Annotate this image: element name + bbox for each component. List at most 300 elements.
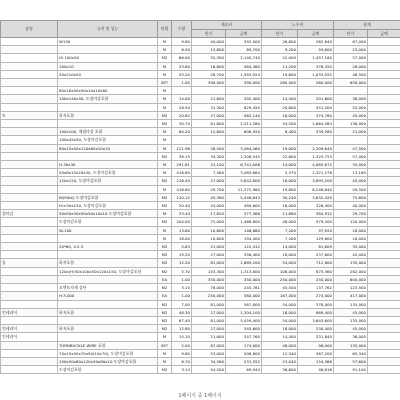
cell-qty: 67.40 [172,316,192,324]
cell-unit: M2 [158,366,172,374]
cell-material-amount: 5,448,643 [226,193,262,201]
cell-total-amount [368,38,400,46]
cell-material-amount: 174,000 [226,341,262,349]
header-labor-unit-price: 단가 [262,30,298,38]
cell-qty: 7.00 [172,300,192,308]
cell-unit: M2 [158,218,172,226]
cell-qty: 216.40 [172,177,192,185]
cell-labor-unit-price: 14,000 [262,243,298,251]
cell-unit: M2 [158,300,172,308]
cell-material-unit-price: 27,000 [192,177,226,185]
cell-unit: M [158,226,172,234]
table-row [1,267,400,275]
cell-labor-amount: 231,840 [298,333,334,341]
cell-material-amount: 1,583,924 [226,70,262,78]
cell-total-amount [368,333,400,341]
cell-material-unit-price: 81,000 [192,259,226,267]
cell-total-unit-price: 67,000 [334,38,368,46]
cell-unit: M [158,38,172,46]
cell-unit: M [158,136,172,144]
cell-total-unit-price: 57,600 [334,357,368,365]
cell-spec: 120x(H)50x100x50x120x150, 도장마감포함 [58,267,158,275]
cell-name [1,251,58,259]
cell-labor-unit-price: 22,800 [262,152,298,160]
cell-labor-unit-price: 7,200 [262,234,298,242]
cell-name [1,87,58,95]
cell-material-unit-price: 81,000 [192,300,226,308]
cell-labor-unit-price: 7,200 [262,226,298,234]
cell-spec [58,120,158,128]
cell-total-unit-price: 120,000 [334,218,368,226]
cell-name [1,275,58,283]
cell-material-amount: 350,000 [226,275,262,283]
cell-material-unit-price: 10,800 [192,234,226,242]
cell-qty: 416.80 [172,169,192,177]
cell-total-amount [368,169,400,177]
cell-total-unit-price: 135,000 [334,341,368,349]
cell-spec [58,234,158,242]
cell-labor-amount: 367,200 [298,349,334,357]
cell-name [1,357,58,365]
header-labor: 노무비 [262,21,334,30]
table-row [1,234,400,242]
cell-total-amount [368,251,400,259]
cell-material-unit-price: 28,700 [192,70,226,78]
cell-total-amount [368,226,400,234]
cell-total-unit-price: 45,000 [334,111,368,119]
cell-labor-unit-price: 14,400 [262,95,298,103]
cell-total-unit-price: 65,340 [334,349,368,357]
cell-name [1,161,58,169]
header-material-unit-price: 단가 [192,30,226,38]
cell-labor-amount: 3,632,429 [298,193,334,201]
cell-labor-amount: 3,895,200 [298,177,334,185]
cell-qty: 55.20 [172,70,192,78]
cell-unit: M [158,46,172,54]
cell-unit: M [158,333,172,341]
cell-material-unit-price: 10,800 [192,226,226,234]
cell-total-unit-price: 123,500 [334,284,368,292]
cell-material-amount: 2,140,740 [226,54,262,62]
cell-name [1,128,58,136]
cell-total-amount [368,46,400,54]
table-row [1,251,400,259]
cell-total-amount [368,267,400,275]
cell-total-amount [368,95,400,103]
cell-name [1,202,58,210]
cell-material-unit-price: 21,000 [192,243,226,251]
cell-total-unit-price: 29,700 [334,210,368,218]
cell-labor-amount [298,136,334,144]
cell-unit: M [158,234,172,242]
cell-material-unit-price: 32,300 [192,54,226,62]
cell-name [1,103,58,111]
cell-qty: 5.70 [172,267,192,275]
table-row [1,357,400,365]
table-row [1,300,400,308]
cell-material-unit-price: 87,000 [192,341,226,349]
cell-qty: 12.20 [172,259,192,267]
cell-spec: 하지포함 [58,325,158,333]
cell-labor-unit-price: 30,240 [262,193,298,201]
cell-spec: 50x8x15x20x30, 도장마감포함 [58,169,158,177]
cell-qty: 120.12 [172,193,192,201]
cell-qty: 18.00 [172,234,192,242]
cell-name [1,62,58,70]
cell-qty: 19.20 [172,251,192,259]
cell-labor-unit-price: 167,000 [262,292,298,300]
cell-labor-amount: 2,309,640 [298,144,334,152]
cell-labor-amount: 1,664,584 [298,120,334,128]
cell-labor-unit-price: 18,000 [262,251,298,259]
cell-total-amount [368,243,400,251]
cell-material-amount: 245,781 [226,284,262,292]
cell-unit: M2 [158,152,172,160]
cell-unit: M2 [158,177,172,185]
cell-material-unit-price: 27,000 [192,308,226,316]
cell-material-amount: 580,000 [226,292,262,300]
cell-material-amount: 390,000 [226,79,262,87]
cell-total-amount [368,128,400,136]
table-row [1,341,400,349]
cell-material-amount: 508,800 [226,349,262,357]
cell-material-amount: 2,511,260 [226,120,262,128]
cell-material-unit-price: 27,000 [192,251,226,259]
cell-material-unit-price [192,136,226,144]
header-total-unit-price: 단가 [334,30,368,38]
cell-labor-unit-price: 14,000 [262,161,298,169]
cell-material-unit-price: 40,000 [192,38,226,46]
table-row [1,185,400,193]
cell-spec: 도장마감포함 [58,366,158,374]
cell-labor-amount: 230,400 [298,325,334,333]
table-row [1,177,400,185]
cell-material-amount: 577,368 [226,210,262,218]
cell-total-unit-price: 28,000 [334,62,368,70]
table-row [1,210,400,218]
table-row [1,349,400,357]
cell-material-amount: 122,412 [226,243,262,251]
cell-total-amount [368,357,400,365]
table-row [1,111,400,119]
cell-labor-amount: 374,760 [298,111,334,119]
cell-qty: 48.30 [172,308,192,316]
cell-total-amount [368,308,400,316]
header-name: 품명 [1,21,58,38]
cell-name [1,349,58,357]
cell-qty: 33.60 [172,62,192,70]
cell-labor-unit-price: 54,000 [262,316,298,324]
cell-labor-amount: 1,457,160 [298,54,334,62]
cell-total-unit-price: 18,000 [334,234,368,242]
cell-total-amount [368,79,400,87]
cell-spec: 100x100, 매립마감 포함 [58,128,158,136]
cell-name [1,177,58,185]
cell-qty: 416.80 [172,185,192,193]
table-row [1,152,400,160]
cell-unit: SET [158,79,172,87]
cell-total-unit-price: 75,600 [334,193,368,201]
cell-unit: M [158,357,172,365]
cell-spec: 100x10 [58,62,158,70]
table-row [1,79,400,87]
cell-unit: M2 [158,259,172,267]
cell-material-unit-price: 45,360 [192,193,226,201]
cell-total-unit-price: 135,000 [334,316,368,324]
cell-unit: M2 [158,54,172,62]
cell-labor-amount [298,87,334,95]
cell-labor-unit-price: 36,600 [262,366,298,374]
cell-qty: 20.82 [172,111,192,119]
cell-qty: 204.00 [172,218,192,226]
cell-name [1,185,58,193]
cell-unit: M2 [158,120,172,128]
cell-labor-amount: 1,033,955 [298,70,334,78]
cell-spec: t5.100x50 [58,54,158,62]
cell-labor-unit-price: 250,000 [262,275,298,283]
cell-name: 틀 [1,259,58,267]
cell-labor-amount: 712,800 [298,259,334,267]
cell-spec: 80x18x50x50x10x10x80 [58,87,158,95]
cell-total-unit-price: 91,100 [334,366,368,374]
cell-labor-unit-price: 48,000 [262,218,298,226]
cell-labor-unit-price: 19,800 [262,185,298,193]
cell-total-amount [368,87,400,95]
cell-total-amount [368,161,400,169]
cell-spec: W-100 [58,226,158,234]
cell-spec: H:3,000 [58,292,158,300]
cell-material-amount: 5,842,800 [226,177,262,185]
cell-labor-amount: 201,600 [298,95,334,103]
cell-labor-amount: 875,560 [298,267,334,275]
table-row [1,144,400,152]
cell-name [1,284,58,292]
cell-material-unit-price: 29,700 [192,185,226,193]
cell-unit: M2 [158,284,172,292]
cell-name: 인테리어 [1,325,58,333]
cell-material-unit-price: 12,600 [192,128,226,136]
cell-name [1,292,58,300]
cell-labor-amount: 137,762 [298,284,334,292]
cell-total-unit-price: 35,000 [334,161,368,169]
cell-qty: 13.60 [172,226,192,234]
cell-total-unit-price: 40,000 [334,202,368,210]
cell-material-unit-price: 27,000 [192,325,226,333]
cell-name [1,366,58,374]
table-row [1,259,400,267]
cell-labor-amount: 46,616 [298,366,334,374]
cell-name [1,341,58,349]
cell-unit: EA [158,292,172,300]
cell-qty: 6.70 [172,357,192,365]
cell-total-unit-price: 135,000 [334,259,368,267]
cell-material-unit-price: 34,560 [192,357,226,365]
cell-spec [58,79,158,87]
cell-unit: M [158,103,172,111]
cell-spec [58,316,158,324]
cell-material-amount: 347,760 [226,333,262,341]
cell-name [1,300,58,308]
cell-name [1,193,58,201]
cell-labor-amount: 3,645,600 [298,316,334,324]
cell-total-unit-price: 48,500 [334,70,368,78]
cell-material-unit-price: 31,300 [192,103,226,111]
table-row [1,103,400,111]
cell-total-unit-price: 36,000 [334,333,368,341]
estimate-table [0,20,400,374]
cell-total-amount [368,193,400,201]
cell-name [1,226,58,234]
cell-labor-unit-price: 18,000 [262,325,298,333]
cell-name [1,267,58,275]
cell-unit: M2 [158,243,172,251]
header-labor-amount: 금액 [298,30,334,38]
cell-spec: W(MAX) 도장마감포함 [58,193,158,201]
cell-total-amount [368,62,400,70]
cell-labor-unit-price [262,136,298,144]
cell-total-unit-price: 35,000 [334,243,368,251]
cell-material-amount: 1,304,100 [226,308,262,316]
cell-spec: TURNBUCKLE WIRE 포함 [58,341,158,349]
cell-qty: 6.50 [172,46,192,54]
cell-labor-amount: 129,600 [298,234,334,242]
cell-spec: 도장마감포함 [58,218,158,226]
cell-material-unit-price: 21,600 [192,95,226,103]
cell-material-amount: 567,000 [226,300,262,308]
cell-labor-unit-price: 19,600 [262,70,298,78]
cell-labor-unit-price: 45,500 [262,284,298,292]
table-row [1,202,400,210]
cell-total-amount [368,177,400,185]
cell-total-amount [368,111,400,119]
cell-labor-amount: 81,609 [298,243,334,251]
cell-total-amount [368,136,400,144]
cell-total-unit-price [334,136,368,144]
cell-material-amount: 829,450 [226,103,262,111]
cell-labor-unit-price: 19,000 [262,144,298,152]
cell-unit: M [158,70,172,78]
cell-labor-unit-price: 11,880 [262,210,298,218]
cell-spec: 하지포함 [58,308,158,316]
cell-unit: M2 [158,308,172,316]
cell-total-amount [368,144,400,152]
cell-total-amount [368,185,400,193]
cell-spec: W150 [58,38,158,46]
cell-labor-amount: 326,400 [298,202,334,210]
cell-material-amount: 89,700 [226,46,262,54]
cell-labor-unit-price: 54,000 [262,259,298,267]
cell-labor-unit-price: 5,570 [262,169,298,177]
cell-labor-amount: 869,400 [298,308,334,316]
cell-spec [58,103,158,111]
cell-qty: 5.83 [172,243,192,251]
cell-material-amount: 231,552 [226,357,262,365]
cell-labor-unit-price: 48,000 [262,341,298,349]
cell-labor-unit-price: 12,340 [262,349,298,357]
table-row [1,54,400,62]
cell-labor-unit-price: 14,400 [262,333,298,341]
cell-total-unit-price: 57,000 [334,54,368,62]
cell-total-amount [368,300,400,308]
cell-total-unit-price: 47,500 [334,144,368,152]
cell-material-unit-price: 7,560 [192,169,226,177]
cell-material-unit-price: 34,300 [192,152,226,160]
cell-qty: 15.10 [172,333,192,341]
table-row [1,38,400,46]
cell-name [1,243,58,251]
table-row [1,70,400,78]
cell-unit: M2 [158,111,172,119]
table-row [1,308,400,316]
cell-total-amount [368,54,400,62]
cell-spec: 50x210x50 [58,70,158,78]
cell-labor-amount: 96,000 [298,341,334,349]
cell-unit: M [158,62,172,70]
cell-labor-amount: 376,320 [298,62,334,70]
cell-total-unit-price: 23,000 [334,46,368,54]
cell-spec: 100x140x50, 도장마감포함 [58,95,158,103]
cell-material-unit-price: 23,100 [192,161,226,169]
cell-material-unit-price: 350,000 [192,275,226,283]
cell-labor-unit-price: 16,000 [262,202,298,210]
cell-labor-unit-price: 23,040 [262,357,298,365]
cell-unit: M [158,169,172,177]
cell-labor-unit-price: 108,000 [262,267,298,275]
table-row [1,284,400,292]
cell-material-amount: 489,600 [226,202,262,210]
cell-spec: 50x50x30x50x50x10x10 도장마감포함 [58,210,158,218]
cell-labor-amount: 262,640 [298,38,334,46]
table-row [1,275,400,283]
cell-unit: M2 [158,202,172,210]
cell-total-amount [368,70,400,78]
cell-material-amount: 12,372,960 [226,185,262,193]
cell-total-unit-price: 136,000 [334,120,368,128]
cell-total-amount [368,120,400,128]
cell-spec: 하지포함 [58,259,158,267]
cell-name [1,46,58,54]
cell-material-amount: 302,400 [226,95,262,103]
table-row [1,120,400,128]
cell-material-amount: 356,400 [226,251,262,259]
cell-name [1,38,58,46]
cell-material-unit-price: 21,600 [192,333,226,341]
cell-material-unit-price: 250,000 [192,292,226,300]
cell-total-unit-price: 18,000 [334,226,368,234]
cell-spec [58,300,158,308]
cell-labor-amount: 59,800 [298,46,334,54]
cell-labor-amount: 274,000 [298,292,334,300]
cell-name [1,144,58,152]
cell-spec [58,251,158,259]
cell-total-amount [368,316,400,324]
cell-name: 트 [1,111,58,119]
cell-spec: 100x45x50, 도장마감포함 [58,136,158,144]
cell-labor-unit-price: 54,000 [262,300,298,308]
cell-labor-unit-price: 8,400 [262,128,298,136]
cell-material-amount: 1,889,200 [226,259,262,267]
cell-total-amount [368,284,400,292]
cell-material-unit-price [192,87,226,95]
table-row [1,46,400,54]
cell-labor-amount: 237,600 [298,251,334,259]
cell-qty: 121.96 [172,144,192,152]
cell-qty: 1.00 [172,79,192,87]
cell-qty: 26.50 [172,103,192,111]
cell-labor-unit-price: 22,000 [262,54,298,62]
table-header [1,21,400,38]
cell-unit: M [158,185,172,193]
